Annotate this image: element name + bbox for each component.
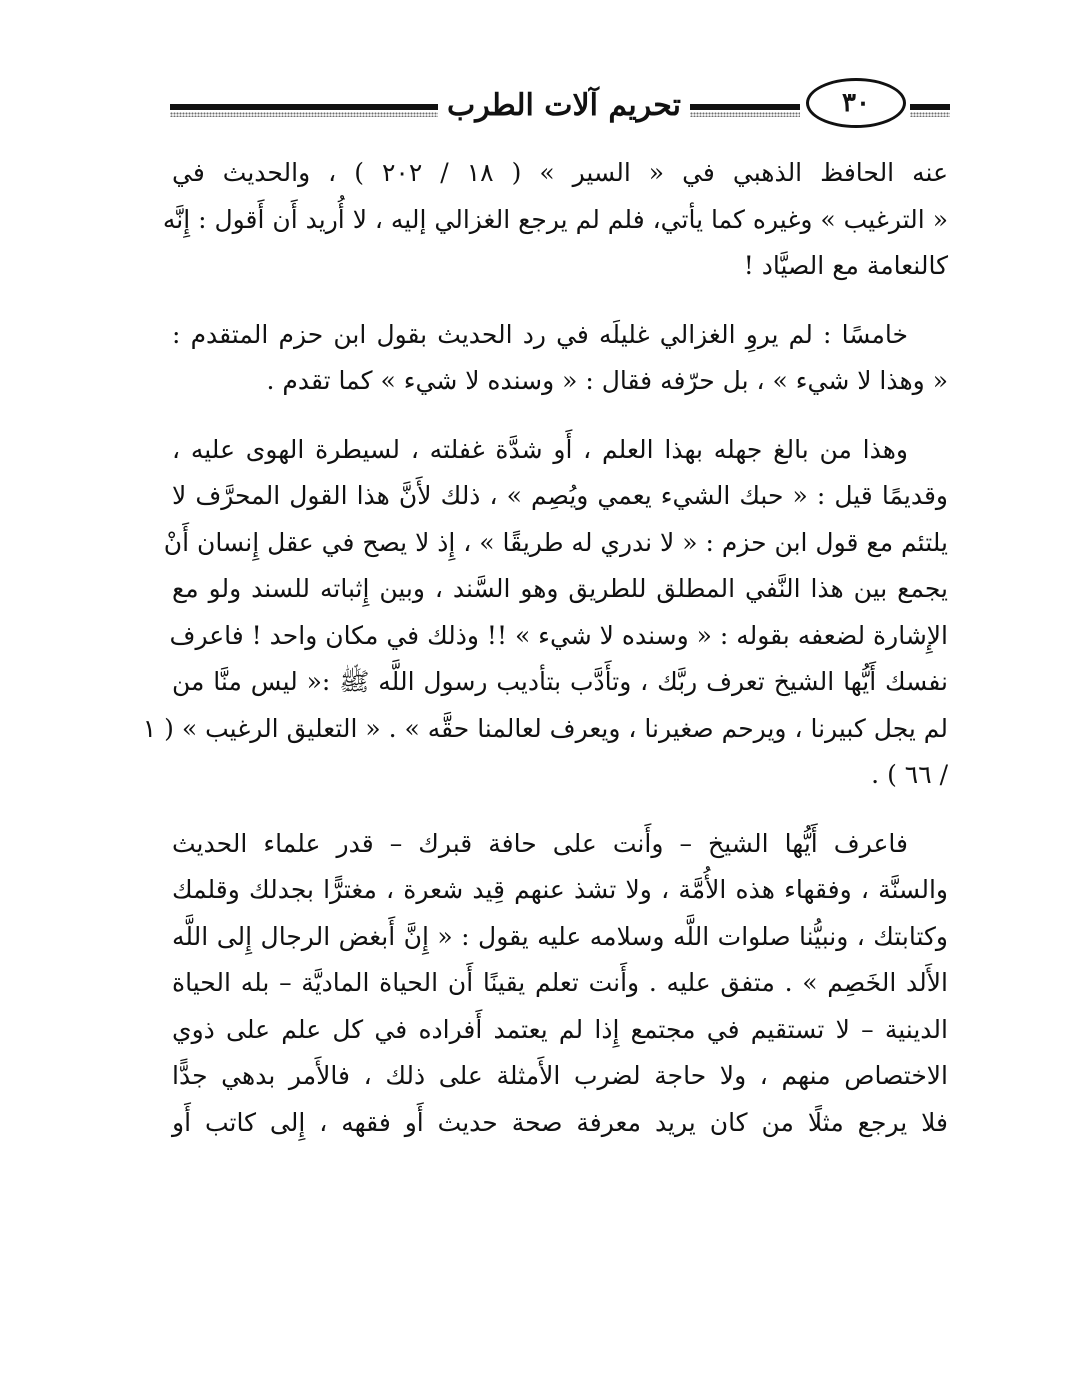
text-line: « وهذا لا شيء » ، بل حرّفه فقال : « وسنده لا شيء » كما تقدم . xyxy=(266,366,948,395)
header-rule-middle xyxy=(690,104,800,118)
text-line: وقديمًا قيل : « حبك الشيء يعمي ويُصِم » ، ذلك لأَنَّ هذا القول المحرَّف لا xyxy=(172,481,948,510)
header-rule-right xyxy=(910,104,950,118)
text-line: يجمع بين هذا النَّفي المطلق للطريق وهو السَّند ، وبين إِثباته للسند ولو مع xyxy=(172,574,948,603)
running-title: تحريم آلات الطرب xyxy=(446,88,682,123)
text-line: فلا يرجع مثلًا من كان يريد معرفة صحة حديث أَو فقهه ، إِلى كاتب أَو xyxy=(172,1107,948,1137)
page-number: ٣٠ xyxy=(806,78,906,128)
text-line: يلتئم مع قول ابن حزم : « لا ندري له طريقًا » ، إِذ لا يصح في عقل إِنسان أَنْ xyxy=(163,527,948,557)
paragraph-2 xyxy=(172,312,948,405)
text-line: وهذا من بالغ جهله بهذا العلم ، أَو شدَّة غفلته ، لسيطرة الهوى عليه ، xyxy=(172,434,908,464)
text-line: « الترغيب » وغيره كما يأتي، فلم لم يرجع الغزالي إليه ، لا أُريد أَن أَقول : إِنَّه xyxy=(162,204,948,234)
text-line: فاعرف أَيُّها الشيخ – وأَنت على حافة قبرك – قدر علماء الحديث xyxy=(172,828,908,858)
header-rule-left xyxy=(170,104,438,118)
text-line: الأَلد الخَصِم » . متفق عليه . وأَنت تعلم يقينًا أَن الحياة الماديَّة – بله الحياة xyxy=(172,968,948,997)
text-line: كالنعامة مع الصيَّاد ! xyxy=(743,251,948,280)
text-line: الدينية – لا تستقيم في مجتمع إِذا لم يعتمد أَفراده في كل علم على ذوي xyxy=(172,1014,948,1044)
text-line: عنه الحافظ الذهبي في « السير » ( ١٨ / ٢٠٢ ) ، والحديث في xyxy=(172,158,948,187)
paragraph-4 xyxy=(172,821,948,1147)
text-line: خامسًا : لم يروِ الغزالي غليلَه في رد الحديث بقول ابن حزم المتقدم : xyxy=(172,319,908,349)
text-line: الاختصاص منهم ، ولا حاجة لضرب الأَمثلة على ذلك ، فالأَمر بدهي جدًّا xyxy=(172,1061,948,1090)
text-line: والسنَّة ، وفقهاء هذه الأُمَّة ، ولا تشذ عنهم قِيد شعرة ، مغترًّا بجدلك وقلمك xyxy=(172,875,948,904)
text-line: نفسك أَيُّها الشيخ تعرف ربَّك ، وتأَدَّب بتأديب رسول اللَّه ﷺ :« ليس منَّا من xyxy=(172,667,948,696)
paragraph-3 xyxy=(142,427,948,799)
text-line: / ٦٦ ) . xyxy=(871,760,948,789)
page-header xyxy=(170,78,950,138)
text-line: وكتابتك ، ونبيُّنا صلوات اللَّه وسلامه عليه يقول : « إِنَّ أَبغض الرجال إِلى اللَّه xyxy=(172,921,948,951)
text-line: الإِشارة لضعفه بقوله : « وسنده لا شيء » !! وذلك في مكان واحد ! فاعرف xyxy=(169,620,948,650)
paragraph-1 xyxy=(162,150,948,290)
page-body xyxy=(142,150,948,1168)
text-line: لم يجل كبيرنا ، ويرحم صغيرنا ، ويعرف لعالمنا حقَّه » . « التعليق الرغيب » ( ١ xyxy=(142,713,948,743)
